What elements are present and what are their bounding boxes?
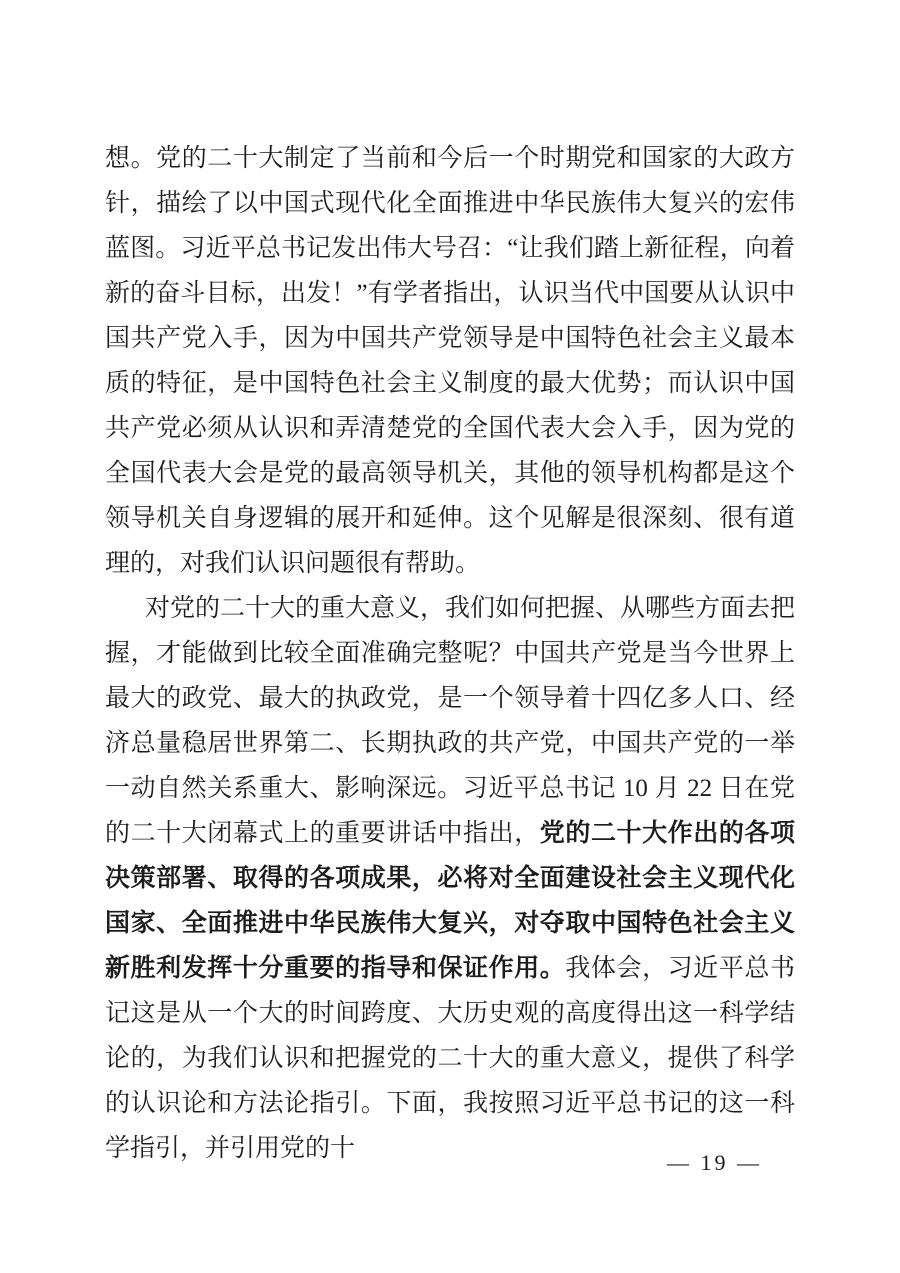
text-run: 对党的二十大的重大意义，我们如何把握、从哪些方面去把握，才能做到比较全面准确完整呢？中国共产党是当今世界上最大的政党、最大的执政党，是一个领导着十四亿多人口、经济总量稳居世界第二、长期执政的共产党，中国共产党的一举一动自然关系重大、影响深远。习近平总书记 10 月 22 日在党的二十大闭幕式上的重要讲话中指出，: [105, 595, 796, 847]
document-text-block: [105, 136, 795, 1171]
paragraph-congress-significance: [105, 586, 795, 1171]
text-run: 想。党的二十大制定了当前和今后一个时期党和国家的大政方针，描绘了以中国式现代化全面推进中华民族伟大复兴的宏伟蓝图。习近平总书记发出伟大号召：“让我们踏上新征程，向着新的奋斗目标，出发！”有学者指出，认识当代中国要从认识中国共产党入手，因为中国共产党领导是中国特色社会主义最本质的特征，是中国特色社会主义制度的最大优势；而认识中国共产党必须从认识和弄清楚党的全国代表大会入手，因为党的全国代表大会是党的最高领导机关，其他的领导机构都是这个领导机关自身逻辑的展开和延伸。这个见解是很深刻、很有道理的，对我们认识问题很有帮助。: [105, 145, 795, 577]
page-number: — 19 —: [667, 1150, 762, 1175]
paragraph-continuation: [105, 136, 795, 586]
bold-emphasis-run: 党的二十大作出的各项决策部署、取得的各项成果，必将对全面建设社会主义现代化国家、全面推进中华民族伟大复兴，对夺取中国特色社会主义新胜利发挥十分重要的指导和保证作用。: [105, 820, 795, 982]
text-run: 我体会，习近平总书记这是从一个大的时间跨度、大历史观的高度得出这一科学结论的，为我们认识和把握党的二十大的重大意义，提供了科学的认识论和方法论指引。下面，我按照习近平总书记的这一科学指引，并引用党的十: [105, 955, 795, 1162]
